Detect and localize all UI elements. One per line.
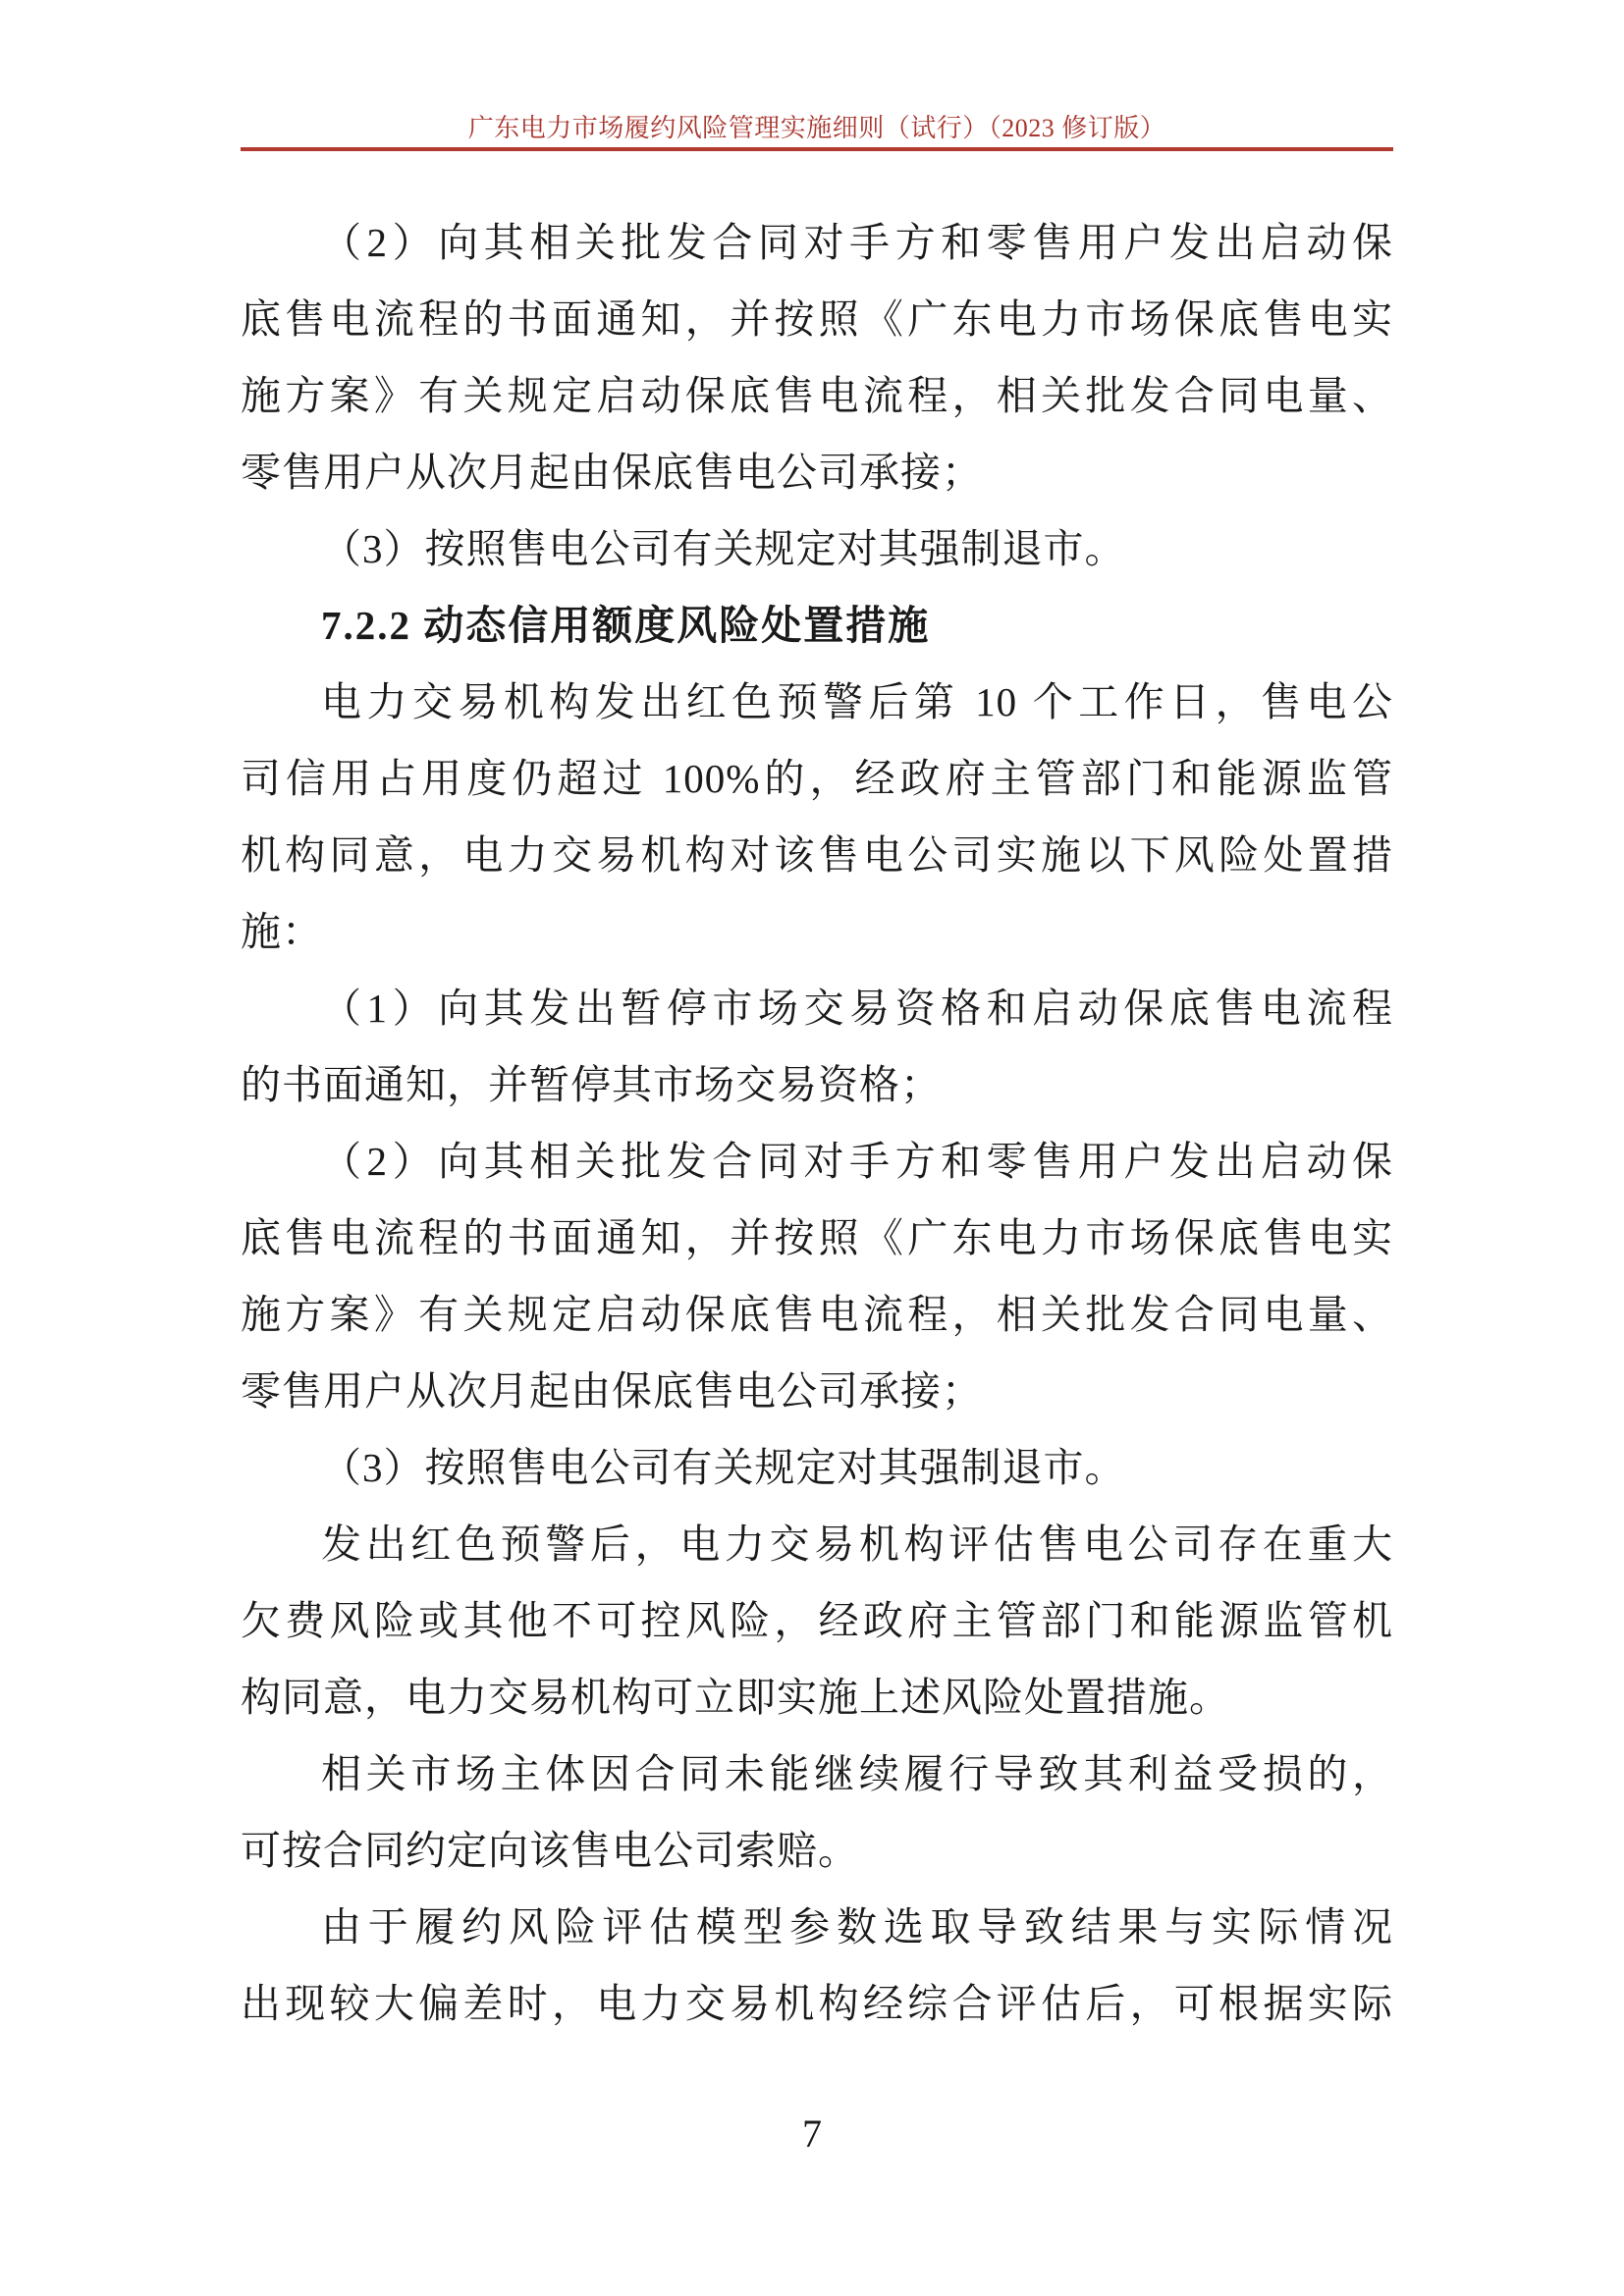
body-line: （3）按照售电公司有关规定对其强制退市。 — [321, 1445, 1126, 1490]
body-line: 底售电流程的书面通知，并按照《广东电力市场保底售电实 — [241, 296, 1393, 342]
body-line: 的书面通知，并暂停其市场交易资格； — [241, 1062, 942, 1107]
body-line: （3）按照售电公司有关规定对其强制退市。 — [321, 526, 1126, 571]
body-line: 零售用户从次月起由保底售电公司承接； — [241, 450, 983, 495]
section-heading: 7.2.2 动态信用额度风险处置措施 — [321, 603, 931, 648]
body-line: 机构同意，电力交易机构对该售电公司实施以下风险处置措 — [241, 832, 1393, 878]
body-line: 施方案》有关规定启动保底售电流程，相关批发合同电量、 — [241, 373, 1393, 418]
body-line: 构同意，电力交易机构可立即实施上述风险处置措施。 — [241, 1675, 1230, 1720]
body-line: 施方案》有关规定启动保底售电流程，相关批发合同电量、 — [241, 1292, 1393, 1337]
document-body — [241, 204, 1393, 2042]
header-rule-divider — [241, 147, 1393, 151]
body-line: （2）向其相关批发合同对手方和零售用户发出启动保 — [321, 220, 1393, 265]
body-line: 零售用户从次月起由保底售电公司承接； — [241, 1368, 983, 1414]
body-line: 施： — [241, 909, 323, 954]
body-line: 可按合同约定向该售电公司索赔。 — [241, 1828, 859, 1873]
body-line: （1）向其发出暂停市场交易资格和启动保底售电流程 — [321, 986, 1393, 1031]
page-number: 7 — [802, 2111, 822, 2156]
body-line: 相关市场主体因合同未能继续履行导致其利益受损的， — [321, 1751, 1393, 1796]
body-line: 由于履约风险评估模型参数选取导致结果与实际情况 — [321, 1904, 1393, 1949]
body-line: 底售电流程的书面通知，并按照《广东电力市场保底售电实 — [241, 1215, 1393, 1260]
body-line: （2）向其相关批发合同对手方和零售用户发出启动保 — [321, 1139, 1393, 1184]
body-line: 出现较大偏差时，电力交易机构经综合评估后，可根据实际 — [241, 1981, 1393, 2026]
body-line: 欠费风险或其他不可控风险，经政府主管部门和能源监管机 — [241, 1598, 1393, 1643]
page-header-title: 广东电力市场履约风险管理实施细则（试行）（2023 修订版） — [467, 114, 1166, 142]
body-line: 司信用占用度仍超过 100%的，经政府主管部门和能源监管 — [241, 756, 1393, 801]
body-line: 电力交易机构发出红色预警后第 10 个工作日，售电公 — [321, 679, 1393, 724]
body-line: 发出红色预警后，电力交易机构评估售电公司存在重大 — [321, 1522, 1393, 1567]
